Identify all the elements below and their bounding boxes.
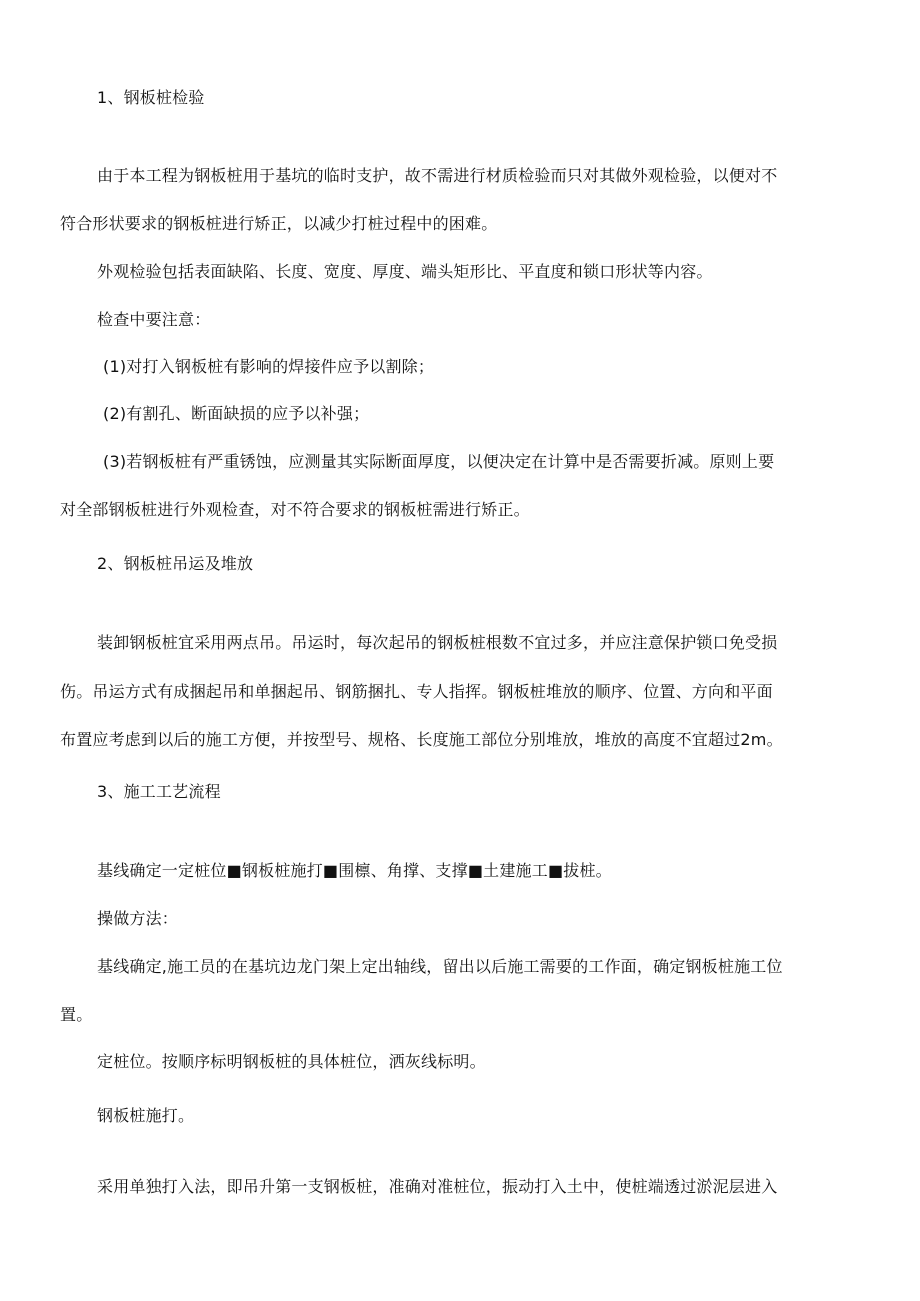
s1-paragraph-2: 外观检验包括表面缺陷、长度、宽度、厚度、端头矩形比、平直度和锁口形状等内容。	[97, 262, 713, 281]
s3-paragraph-1-line-2: 置。	[60, 1005, 93, 1024]
s3-method-label: 操做方法：	[97, 909, 179, 928]
s2-paragraph-1-line-1: 装卸钢板桩宜采用两点吊。吊运时，每次起吊的钢板桩根数不宜过多，并应注意保护锁口免受损	[97, 633, 778, 652]
s2-paragraph-1-line-3: 布置应考虑到以后的施工方便，并按型号、规格、长度施工部位分别堆放，堆放的高度不宜超过2m。	[60, 730, 783, 749]
s1-item-3-line-1: (3)若钢板桩有严重锈蚀，应测量其实际断面厚度，以便决定在计算中是否需要折减。原则上要	[103, 452, 775, 471]
s3-paragraph-4-line-1: 采用单独打入法，即吊升第一支钢板桩，准确对准桩位，振动打入土中，使桩端透过淤泥层进入	[97, 1177, 778, 1196]
s1-item-3-line-2: 对全部钢板桩进行外观检查，对不符合要求的钢板桩需进行矫正。	[60, 500, 530, 519]
s1-item-1: (1)对打入钢板桩有影响的焊接件应予以割除；	[103, 357, 435, 376]
s1-paragraph-3: 检查中要注意：	[97, 310, 211, 329]
s3-process-flow: 基线确定一定桩位■钢板桩施打■围檩、角撑、支撑■土建施工■拔桩。	[97, 861, 612, 880]
s1-paragraph-1-line-1: 由于本工程为钢板桩用于基坑的临时支护，故不需进行材质检验而只对其做外观检验，以便对不	[97, 166, 778, 185]
s3-paragraph-2: 定桩位。按顺序标明钢板桩的具体桩位，洒灰线标明。	[97, 1052, 486, 1071]
s1-paragraph-1-line-2: 符合形状要求的钢板桩进行矫正，以减少打桩过程中的困难。	[60, 214, 498, 233]
s1-item-2: (2)有割孔、断面缺损的应予以补强；	[103, 404, 370, 423]
section-3-heading: 3、施工工艺流程	[97, 782, 221, 801]
s2-paragraph-1-line-2: 伤。吊运方式有成捆起吊和单捆起吊、钢筋捆扎、专人指挥。钢板桩堆放的顺序、位置、方向和平面	[60, 682, 773, 701]
section-1-heading: 1、钢板桩检验	[97, 88, 205, 107]
s3-paragraph-1-line-1: 基线确定,施工员的在基坑边龙门架上定出轴线，留出以后施工需要的工作面，确定钢板桩施工位	[97, 957, 783, 976]
section-2-heading: 2、钢板桩吊运及堆放	[97, 554, 254, 573]
s3-paragraph-3: 钢板桩施打。	[97, 1106, 195, 1125]
